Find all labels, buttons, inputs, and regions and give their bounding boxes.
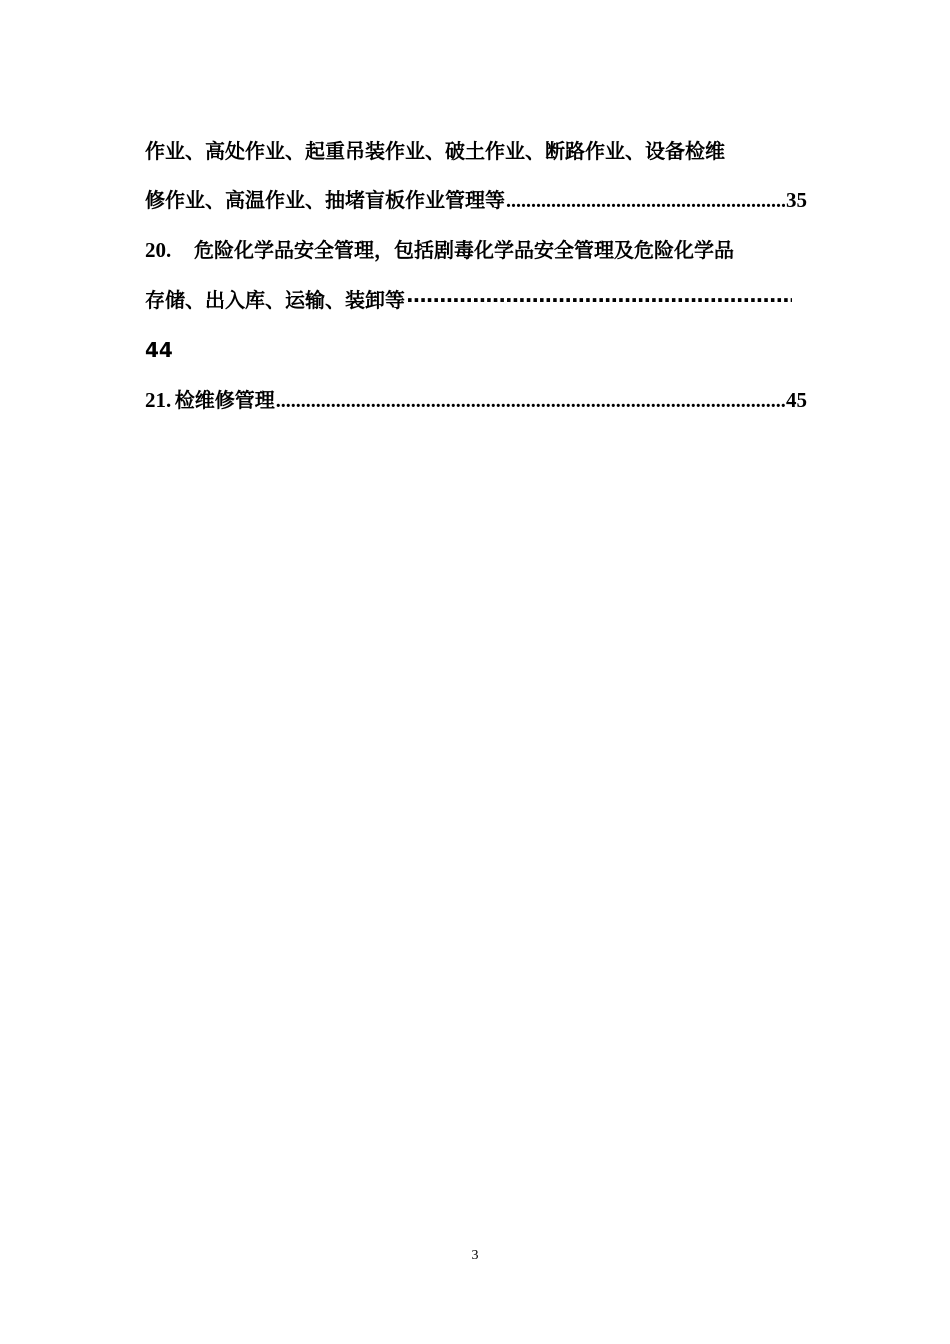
toc-entry-20-text: 危险化学品安全管理，包括剧毒化学品安全管理及危险化学品 (194, 238, 734, 262)
toc-entry-21-text: 检维修管理 (174, 388, 275, 412)
toc-leader-dots (276, 385, 785, 417)
toc-entry-21-page: 45 (786, 388, 807, 412)
toc-entry-20-line-2[interactable] (145, 284, 793, 316)
footer-page-number: 3 (471, 1248, 479, 1263)
toc-leader-dots (406, 284, 792, 316)
toc-entry-20-text-cont: 存储、出入库、运输、装卸等 (145, 288, 405, 312)
toc-leader-dots (506, 185, 785, 217)
toc-entry-19-text: 修作业、高温作业、抽堵盲板作业管理等 (145, 188, 505, 212)
toc-entry-20-number: 20. (145, 238, 172, 262)
toc-entry-20-page: 44 (145, 338, 173, 362)
toc-entry-19-page: 35 (786, 188, 807, 212)
toc-entry-21-number: 21. (145, 388, 172, 412)
toc-entry-21[interactable] (145, 384, 807, 416)
toc-entry-20-line-1[interactable] (145, 234, 807, 266)
toc-entry-19-line-1: 作业、高处作业、起重吊装作业、破土作业、断路作业、设备检维 (145, 139, 725, 163)
toc-entry-19-line-2[interactable] (145, 184, 807, 216)
